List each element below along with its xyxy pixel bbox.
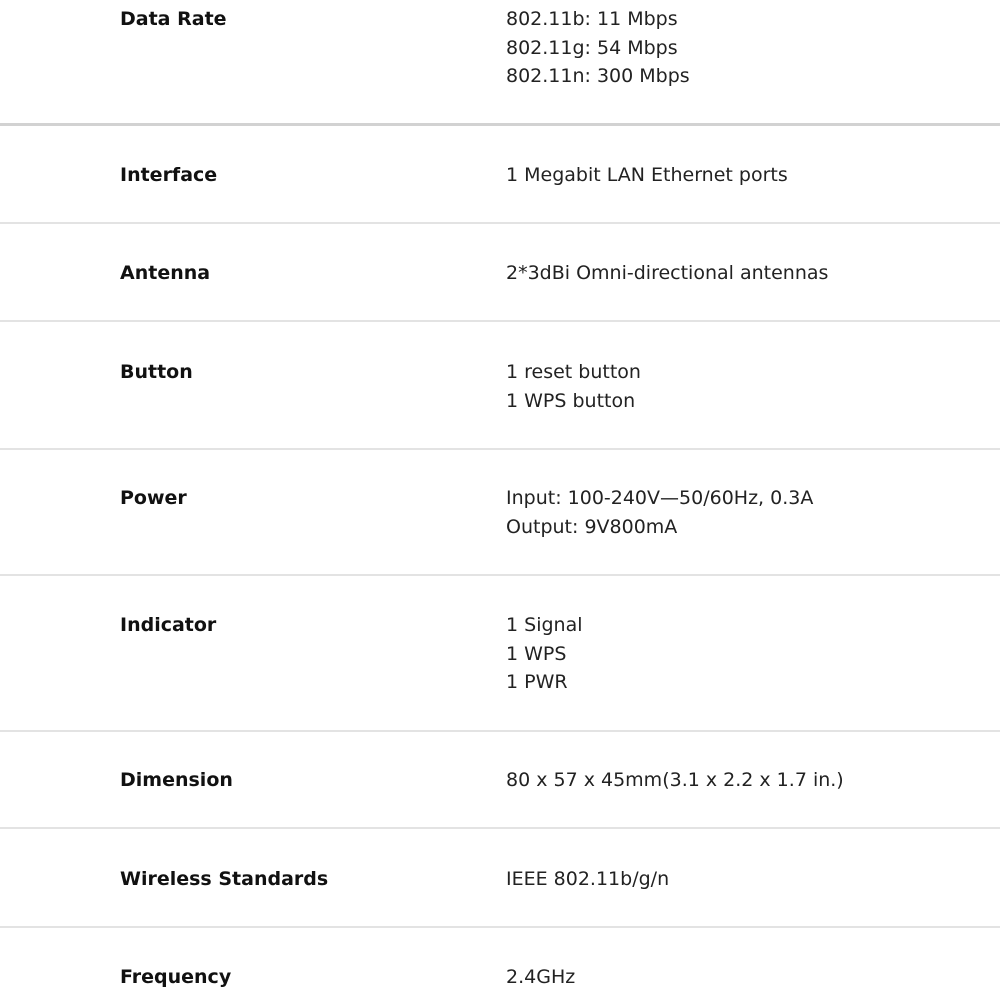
spec-value: 1 Signal — [506, 614, 583, 636]
spec-value: 1 WPS — [506, 642, 567, 665]
spec-values — [506, 5, 690, 91]
row-divider — [0, 574, 1000, 576]
spec-value: 802.11n: 300 Mbps — [506, 65, 690, 87]
spec-value: 1 Megabit LAN Ethernet ports — [506, 164, 788, 186]
spec-label: Indicator — [120, 614, 217, 636]
spec-values — [506, 963, 575, 992]
spec-value: 802.11g: 54 Mbps — [506, 36, 678, 59]
spec-value: 2.4GHz — [506, 966, 576, 988]
row-divider — [0, 448, 1000, 450]
spec-label: Data Rate — [120, 8, 227, 30]
row-divider — [0, 320, 1000, 322]
spec-label: Wireless Standards — [120, 868, 329, 890]
spec-value: 1 WPS button — [506, 389, 636, 412]
spec-values — [506, 259, 828, 288]
row-divider — [0, 123, 1000, 126]
spec-value: 80 x 57 x 45mm(3.1 x 2.2 x 1.7 in.) — [506, 769, 844, 791]
spec-label: Dimension — [120, 769, 233, 791]
spec-value: Output: 9V800mA — [506, 515, 678, 538]
row-divider — [0, 926, 1000, 928]
row-divider — [0, 827, 1000, 829]
spec-label: Frequency — [120, 966, 232, 988]
spec-value: 802.11b: 11 Mbps — [506, 8, 678, 30]
spec-values — [506, 865, 669, 894]
spec-label: Antenna — [120, 262, 211, 284]
spec-label: Power — [120, 487, 187, 509]
spec-values — [506, 766, 844, 795]
spec-value: 1 reset button — [506, 361, 641, 383]
spec-value: Input: 100-240V—50/60Hz, 0.3A — [506, 487, 814, 509]
spec-values — [506, 161, 788, 190]
row-divider — [0, 222, 1000, 224]
spec-values — [506, 484, 813, 541]
row-divider — [0, 730, 1000, 732]
spec-value: 2*3dBi Omni-directional antennas — [506, 262, 829, 284]
spec-label: Button — [120, 361, 193, 383]
spec-values — [506, 358, 641, 415]
spec-value: 1 PWR — [506, 671, 568, 693]
spec-value: IEEE 802.11b/g/n — [506, 868, 670, 890]
spec-label: Interface — [120, 164, 218, 186]
spec-values — [506, 611, 583, 697]
